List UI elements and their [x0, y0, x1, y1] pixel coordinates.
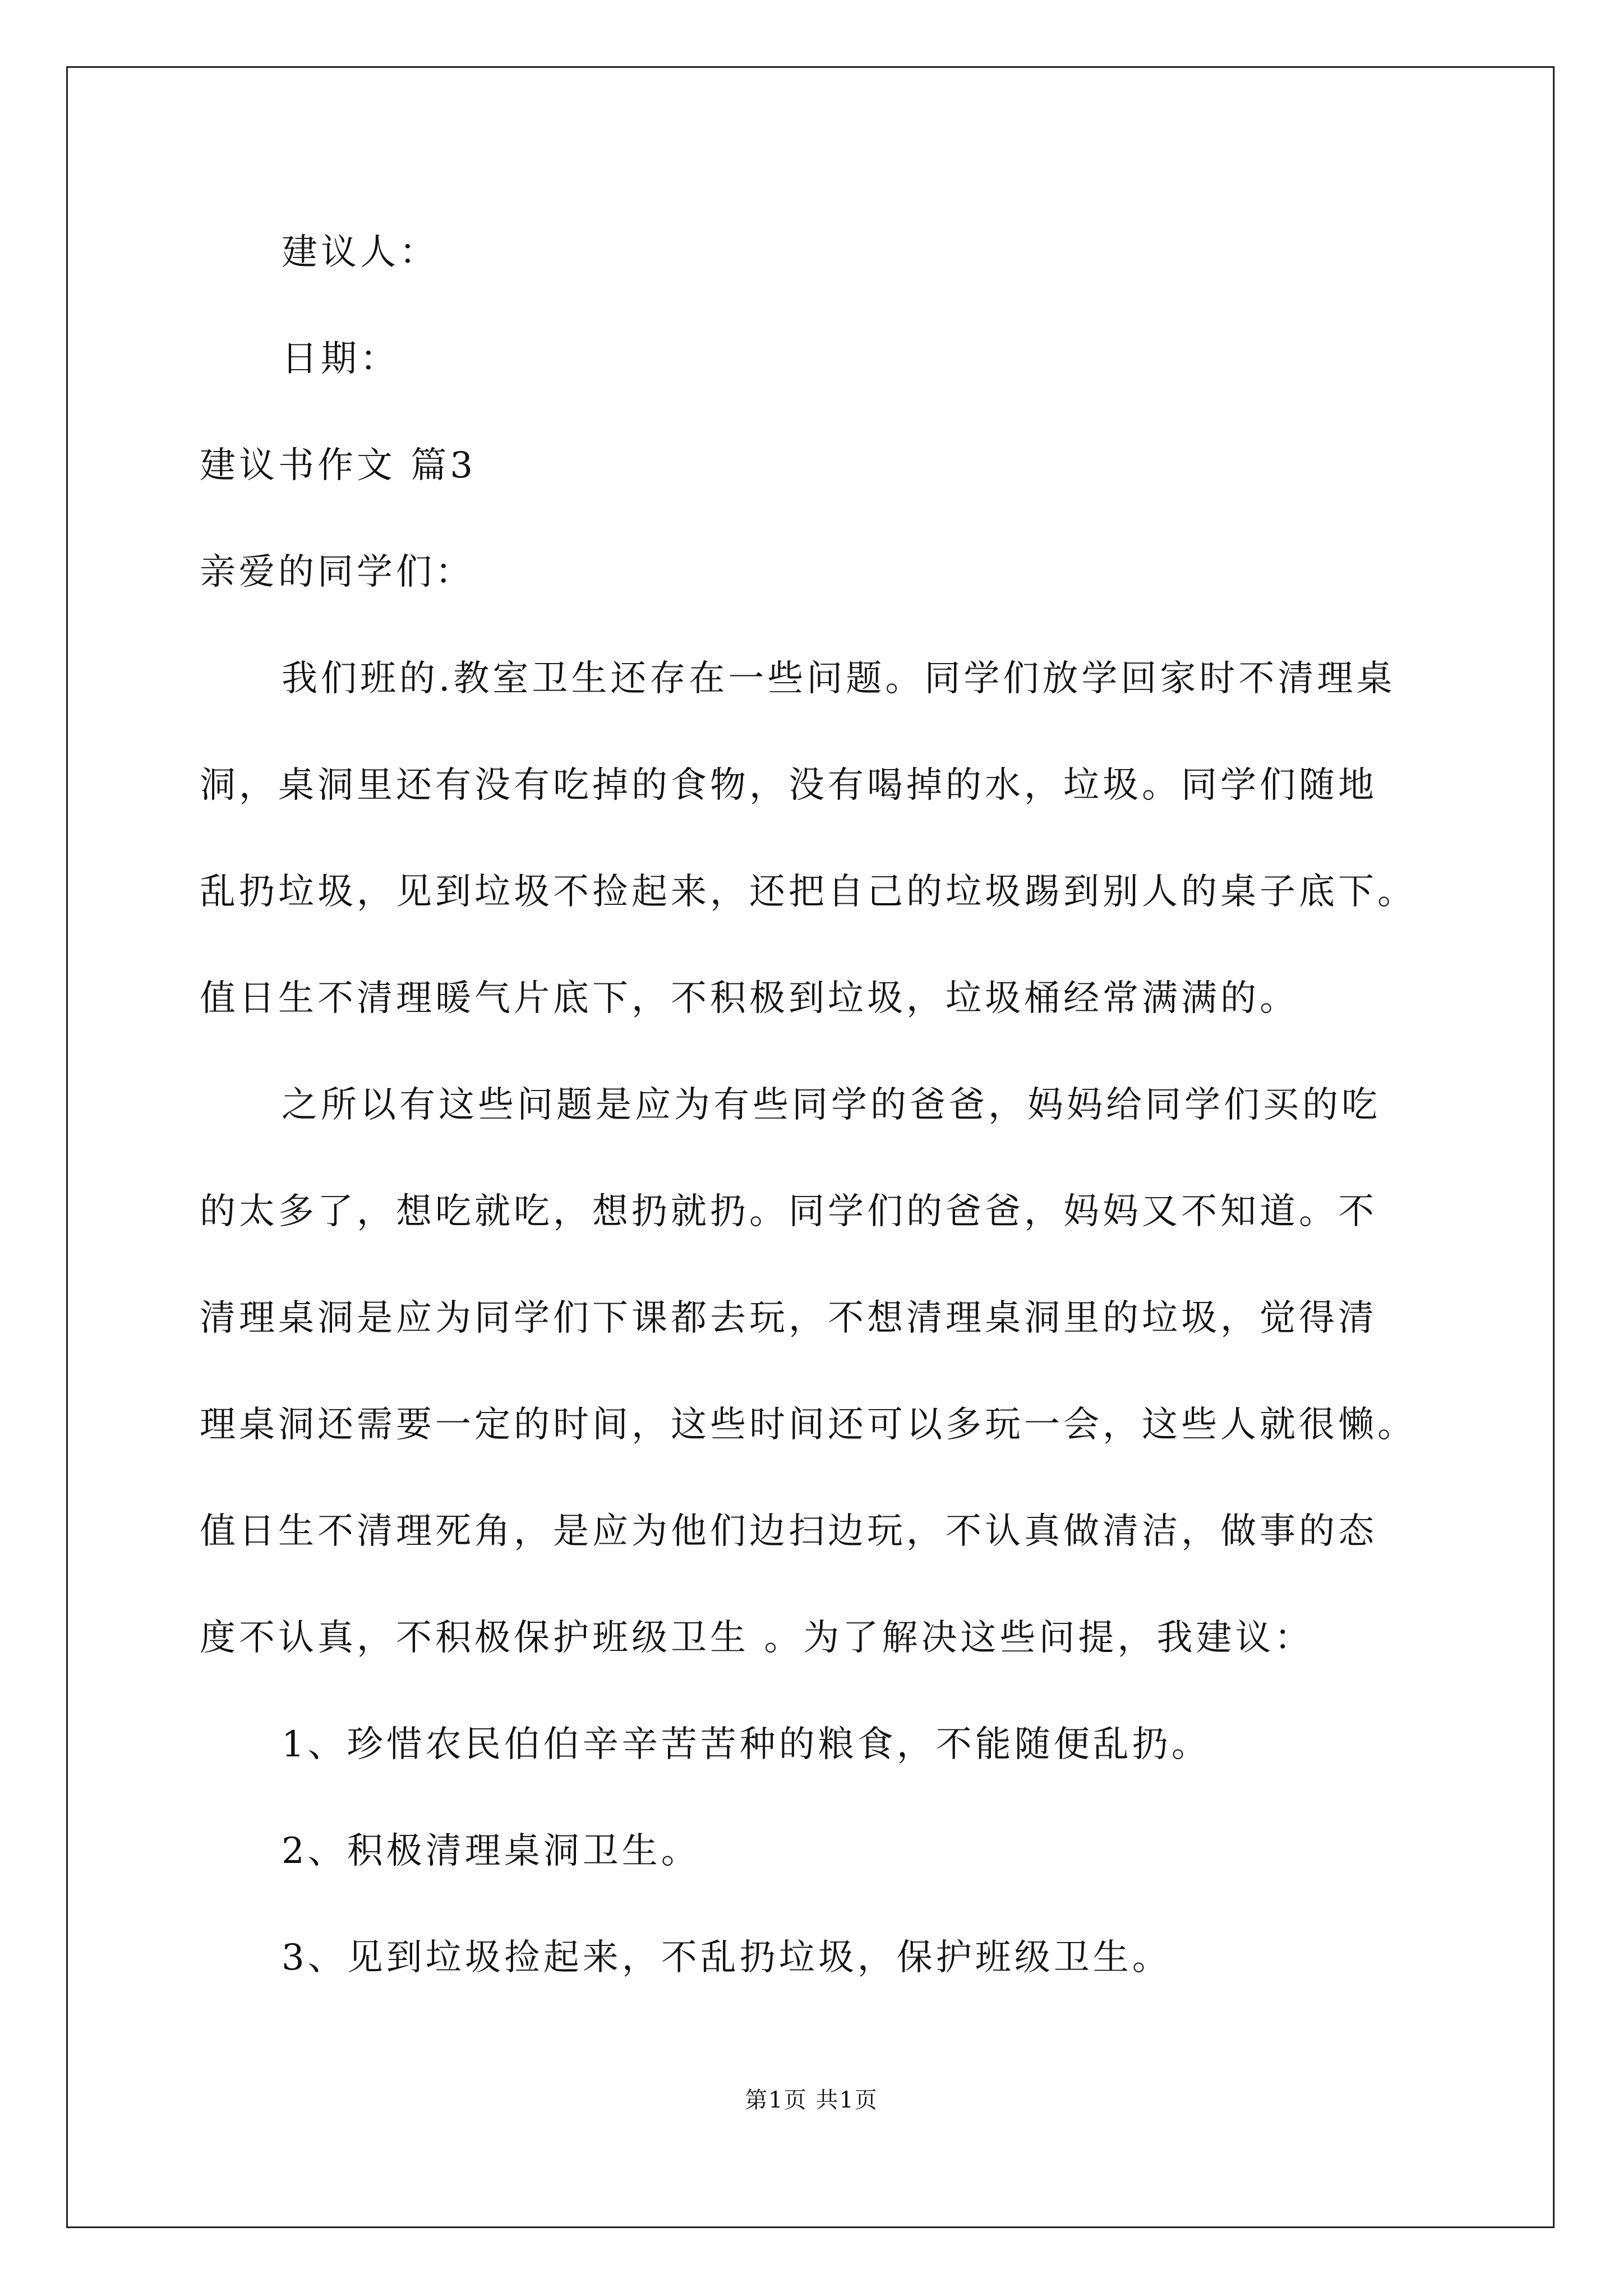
paragraph-2-line-1: 之所以有这些问题是应为有些同学的爸爸，妈妈给同学们买的吃 [282, 1084, 1381, 1126]
paragraph-2-line-4: 理桌洞还需要一定的时间，这些时间还可以多玩一会，这些人就很懒。 [200, 1404, 1417, 1446]
paragraph-2-line-2: 的太多了，想吃就吃，想扔就扔。同学们的爸爸，妈妈又不知道。不 [200, 1191, 1377, 1232]
paragraph-2-line-5: 值日生不清理死角，是应为他们边扫边玩，不认真做清洁，做事的态 [200, 1511, 1377, 1552]
page-border [66, 66, 1555, 2228]
paragraph-1-line-3: 乱扔垃圾，见到垃圾不捡起来，还把自己的垃圾踢到别人的桌子底下。 [200, 871, 1417, 913]
paragraph-2-line-3: 清理桌洞是应为同学们下课都去玩，不想清理桌洞里的垃圾，觉得清 [200, 1297, 1377, 1339]
section-heading: 建议书作文 篇3 [200, 445, 477, 486]
suggestion-item-1: 1、珍惜农民伯伯辛辛苦苦种的粮食，不能随便乱扔。 [282, 1724, 1211, 1765]
page-footer: 第1页 共1页 [745, 2087, 878, 2113]
paragraph-1-line-2: 洞，桌洞里还有没有吃掉的食物，没有喝掉的水，垃圾。同学们随地 [200, 765, 1377, 806]
paragraph-1-line-4: 值日生不清理暖气片底下，不积极到垃圾，垃圾桶经常满满的。 [200, 978, 1299, 1019]
date-line: 日期： [282, 338, 399, 380]
paragraph-1-line-1: 我们班的.教室卫生还存在一些问题。同学们放学回家时不清理桌 [282, 658, 1396, 700]
proposer-line: 建议人： [282, 232, 439, 273]
suggestion-item-2: 2、积极清理桌洞卫生。 [282, 1830, 700, 1872]
salutation: 亲爱的同学们： [200, 551, 474, 593]
paragraph-2-line-6: 度不认真，不积极保护班级卫生 。为了解决这些问提，我建议： [200, 1617, 1314, 1659]
suggestion-item-3: 3、见到垃圾捡起来，不乱扔垃圾，保护班级卫生。 [282, 1937, 1172, 1978]
